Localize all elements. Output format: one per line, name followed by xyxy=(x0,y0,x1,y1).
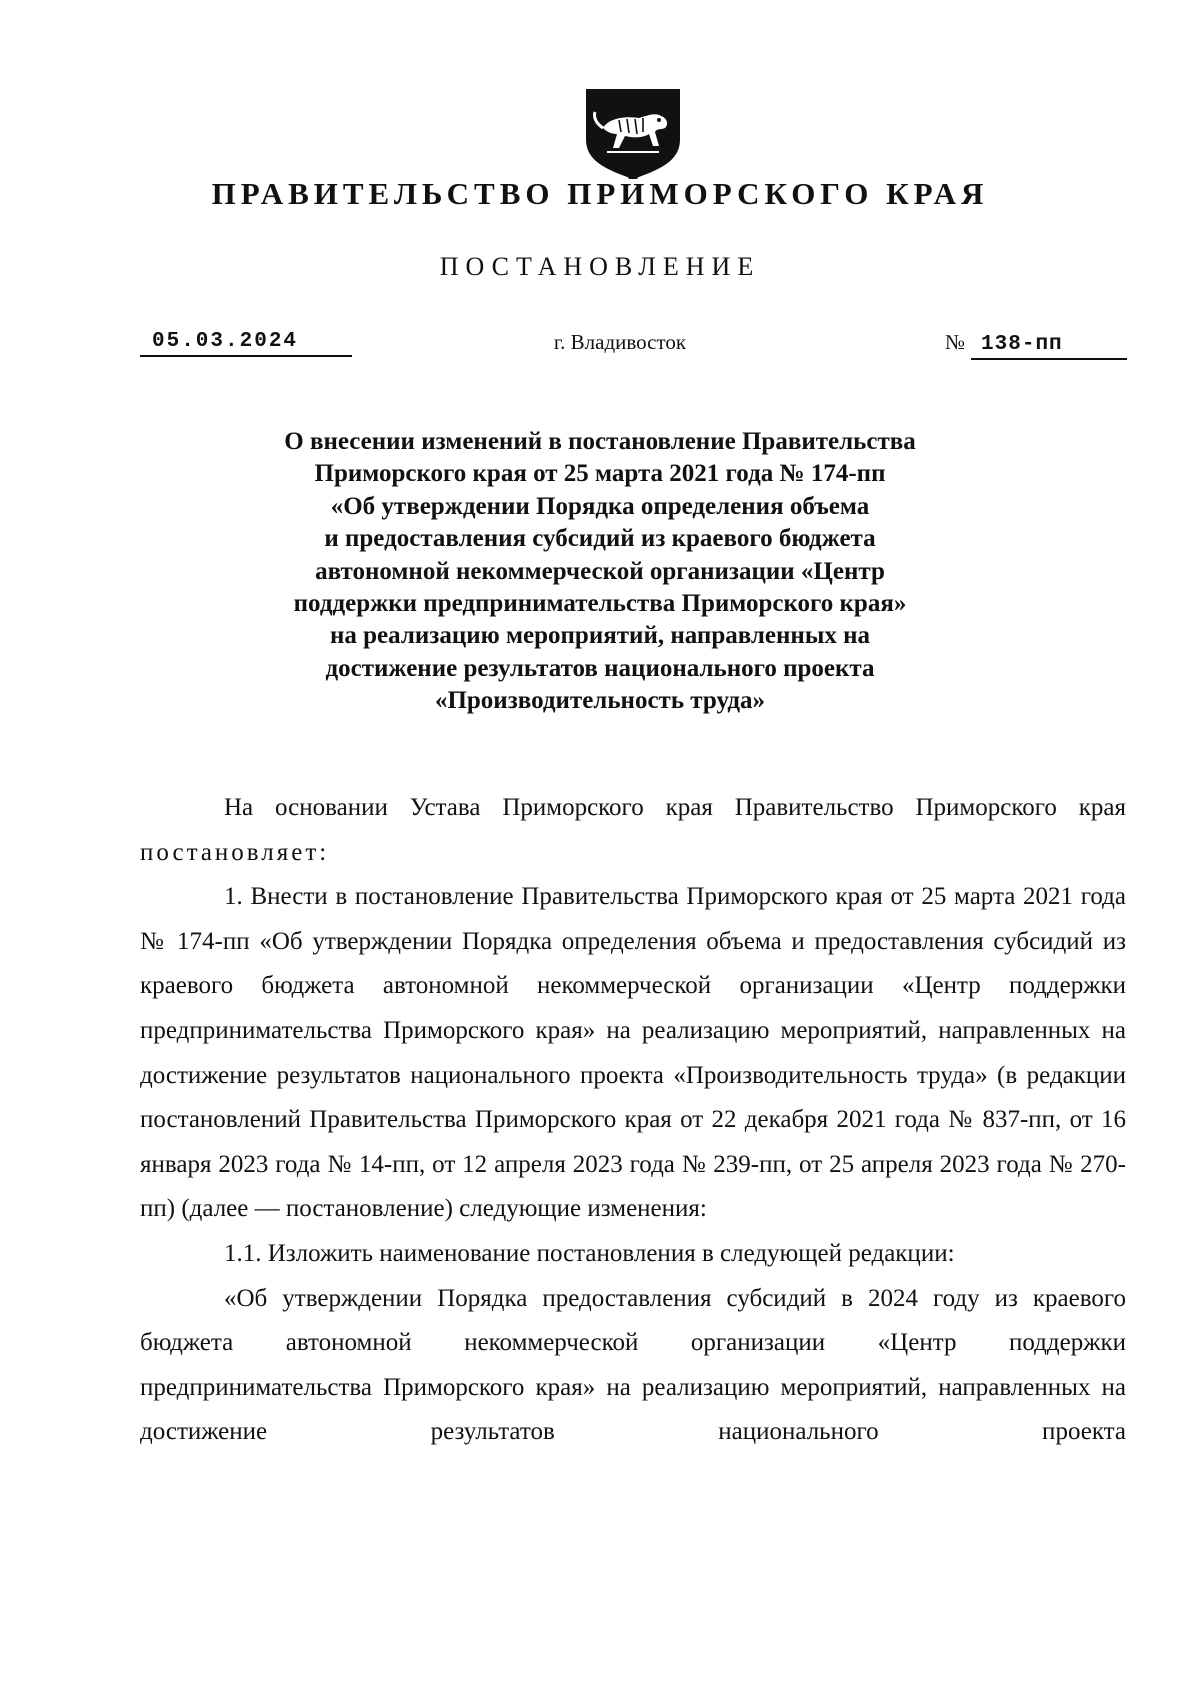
document-date: 05.03.2024 xyxy=(140,330,352,357)
document-type: ПОСТАНОВЛЕНИЕ xyxy=(439,252,761,281)
intro-text: На основании Устава Приморского края Правительство Приморского края xyxy=(224,794,1126,821)
heading-line: автономной некоммерческой организации «Центр xyxy=(315,557,885,585)
coat-of-arms-icon xyxy=(585,88,681,180)
intro-colon: : xyxy=(319,838,327,866)
organization-title: ПРАВИТЕЛЬСТВО ПРИМОРСКОГО КРАЯ xyxy=(211,176,989,211)
quoted-paragraph: «Об утверждении Порядка предоставления субсидий в 2024 году из краевого бюджета автономной некоммерческой организации «Центр поддержки предпринимательства Приморского края» на реализацию мероприятий, направленных на достижение результатов национального проекта xyxy=(140,1284,1126,1446)
document-body xyxy=(140,786,1126,1455)
number-value: 138-пп xyxy=(971,333,1127,360)
document-number xyxy=(945,330,1127,360)
intro-paragraph xyxy=(140,786,1126,875)
heading-line: на реализацию мероприятий, направленных на xyxy=(329,622,871,650)
heading-line: О внесении изменений в постановление Правительства xyxy=(284,428,916,455)
paragraph-1-1: 1.1. Изложить наименование постановления в следующей редакции: xyxy=(224,1239,955,1267)
intro-keyword: постановляет xyxy=(140,838,320,866)
document-heading xyxy=(200,426,1000,718)
document-city: г. Владивосток xyxy=(553,330,687,354)
heading-line: Приморского края от 25 марта 2021 года № 174-пп xyxy=(314,460,886,488)
heading-line: «Производительность труда» xyxy=(434,687,766,715)
heading-line: поддержки предпринимательства Приморского края» xyxy=(293,590,907,618)
number-sign: № xyxy=(945,330,966,354)
heading-line: достижение результатов национального проекта xyxy=(325,654,875,682)
heading-line: и предоставления субсидий из краевого бюджета xyxy=(324,525,876,553)
paragraph-1: 1. Внести в постановление Правительства Приморского края от 25 марта 2021 года № 174-пп «Об утверждении Порядка определения объема и предоставления субсидий из краевого бюджета автономной некоммерческой организации «Центр поддержки предпринимательства Приморского края» на реализацию мероприятий, направленных на достижение результатов национального проекта «Производительность труда» (в редакции постановлений Правительства Приморского края от 22 декабря 2021 года № 837-пп, от 16 января 2023 года № 14-пп, от 12 апреля 2023 года № 239-пп, от 25 апреля 2023 года № 270-пп) (далее — постановление) следующие изменения: xyxy=(140,883,1126,1223)
heading-line: «Об утверждении Порядка определения объема xyxy=(330,492,870,520)
